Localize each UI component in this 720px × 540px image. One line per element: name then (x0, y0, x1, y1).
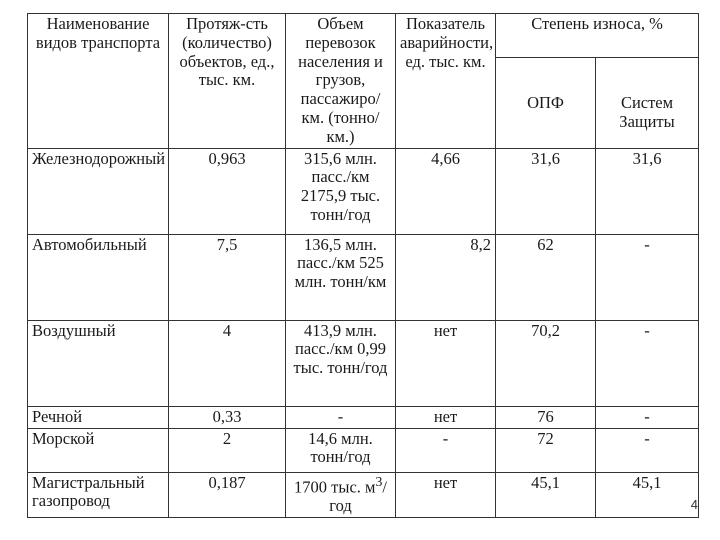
cell-protection: - (596, 428, 699, 472)
cell-length: 4 (169, 320, 286, 406)
cell-length: 0,963 (169, 148, 286, 234)
header-volume: Объем перевозок населения и грузов, пассажиро/км. (тонно/км.) (286, 14, 396, 149)
cell-accident: 8,2 (396, 234, 496, 320)
table-row (28, 148, 699, 234)
header-accident: Показатель аварийности, ед. тыс. км. (396, 14, 496, 149)
table-row (28, 234, 699, 320)
header-name: Наименование видов транспорта (28, 14, 169, 149)
cell-volume: 413,9 млн. пасс./км 0,99 тыс. тонн/год (286, 320, 396, 406)
cell-name: Магистральный газопровод (28, 472, 169, 517)
cell-volume-superscript: 3 (375, 473, 383, 489)
cell-accident: - (396, 428, 496, 472)
cell-volume: 136,5 млн. пасс./км 525 млн. тонн/км (286, 234, 396, 320)
cell-opf: 70,2 (496, 320, 596, 406)
cell-protection: - (596, 320, 699, 406)
cell-volume: 315,6 млн. пасс./км 2175,9 тыс. тонн/год (286, 148, 396, 234)
cell-name: Речной (28, 406, 169, 428)
cell-name: Железнодорожный (28, 148, 169, 234)
table-row (28, 406, 699, 428)
cell-protection: - (596, 234, 699, 320)
table-row (28, 428, 699, 472)
cell-accident: нет (396, 472, 496, 517)
cell-length: 0,187 (169, 472, 286, 517)
cell-length: 2 (169, 428, 286, 472)
header-length: Протяж-сть (количество) объектов, ед., тыс. км. (169, 14, 286, 149)
cell-name: Морской (28, 428, 169, 472)
cell-protection: 45,1 (596, 472, 699, 517)
cell-protection: - (596, 406, 699, 428)
cell-opf: 45,1 (496, 472, 596, 517)
cell-opf: 76 (496, 406, 596, 428)
cell-accident: 4,66 (396, 148, 496, 234)
header-wear-opf: ОПФ (496, 58, 596, 148)
cell-length: 7,5 (169, 234, 286, 320)
cell-length: 0,33 (169, 406, 286, 428)
cell-volume: 14,6 млн. тонн/год (286, 428, 396, 472)
cell-opf: 31,6 (496, 148, 596, 234)
cell-volume-main: 1700 тыс. м (294, 477, 376, 497)
header-wear: Степень износа, % (496, 14, 699, 58)
cell-volume: - (286, 406, 396, 428)
cell-opf: 72 (496, 428, 596, 472)
cell-volume (286, 472, 396, 517)
cell-name: Автомобильный (28, 234, 169, 320)
table-row (28, 320, 699, 406)
cell-name: Воздушный (28, 320, 169, 406)
cell-accident: нет (396, 320, 496, 406)
header-wear-protection: Систем Защиты (596, 58, 699, 148)
transport-table (27, 13, 699, 518)
cell-protection: 31,6 (596, 148, 699, 234)
table-row (28, 472, 699, 517)
page-number: 4 (690, 497, 698, 512)
cell-accident: нет (396, 406, 496, 428)
cell-volume-tail: /год (329, 477, 387, 515)
cell-opf: 62 (496, 234, 596, 320)
